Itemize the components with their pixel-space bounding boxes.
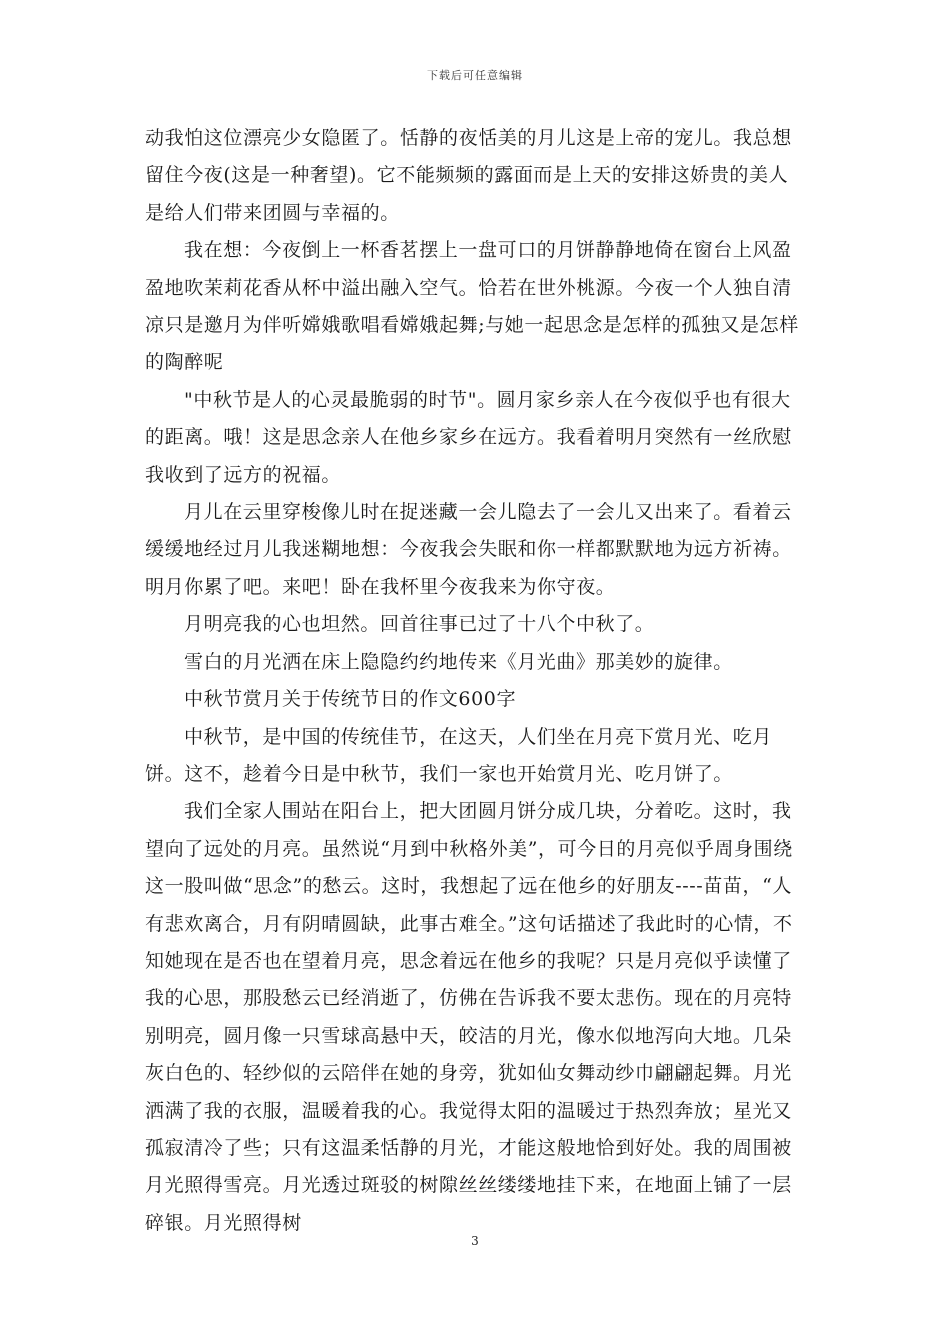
paragraph: 月儿在云里穿梭像儿时在捉迷藏一会儿隐去了一会儿又出来了。看着云缓缓地经过月儿我迷糊地想：今夜我会失眠和你一样都默默地为远方祈祷。明月你累了吧。来吧！卧在我杯里今夜我来为你守夜。: [145, 501, 792, 598]
section-title: 中秋节赏月关于传统节日的作文600字: [184, 688, 517, 711]
paragraph: 雪白的月光洒在床上隐隐约约地传来《月光曲》那美妙的旋律。: [184, 650, 733, 673]
paragraph: 中秋节，是中国的传统佳节，在这天，人们坐在月亮下赏月光、吃月饼。这不，趁着今日是中秋节，我们一家也开始赏月光、吃月饼了。: [145, 725, 773, 785]
paragraph: 月明亮我的心也坦然。回首往事已过了十八个中秋了。: [184, 613, 655, 636]
paragraph: "中秋节是人的心灵最脆弱的时节"。圆月家乡亲人在今夜似乎也有很大的距离。哦！这是思念亲人在他乡家乡在远方。我看着明月突然有一丝欣慰我收到了远方的祝福。: [145, 388, 792, 486]
paragraph-continued: 动我怕这位漂亮少女隐匿了。恬静的夜恬美的月儿这是上帝的宠儿。我总想留住今夜(这是一种奢望)。它不能频频的露面而是上天的安排这娇贵的美人是给人们带来团圆与幸福的。: [145, 127, 792, 224]
page-number: 3: [471, 1234, 479, 1248]
page-header: 下载后可任意编辑: [427, 69, 523, 82]
paragraph: 我在想：今夜倒上一杯香茗摆上一盘可口的月饼静静地倚在窗台上风盈盈地吹茉莉花香从杯中溢出融入空气。恰若在世外桃源。今夜一个人独自清凉只是邀月为伴听嫦娥歌唱看嫦娥起舞;与她一起思念是怎样的孤独又是怎样的陶醉呢: [145, 239, 799, 374]
document-body: [145, 120, 807, 1242]
paragraph: 我们全家人围站在阳台上，把大团圆月饼分成几块，分着吃。这时，我望向了远处的月亮。虽然说“月到中秋格外美”，可今日的月亮似乎周身围绕这一股叫做“思念”的愁云。这时，我想起了远在他乡的好朋友----苗苗，“人有悲欢离合，月有阴晴圆缺，此事古难全。”这句话描述了我此时的心情，不知她现在是否也在望着月亮，思念着远在他乡的我呢？只是月亮似乎读懂了我的心思，那股愁云已经消逝了，仿佛在告诉我不要太悲伤。现在的月亮特别明亮，圆月像一只雪球高悬中天，皎洁的月光，像水似地泻向大地。几朵灰白色的、轻纱似的云陪伴在她的身旁，犹如仙女舞动纱巾翩翩起舞。月光洒满了我的衣服，温暖着我的心。我觉得太阳的温暖过于热烈奔放；星光又孤寂清冷了些；只有这温柔恬静的月光，才能这般地恰到好处。我的周围被月光照得雪亮。月光透过斑驳的树隙丝丝缕缕地挂下来，在地面上铺了一层碎银。月光照得树: [145, 800, 793, 1234]
